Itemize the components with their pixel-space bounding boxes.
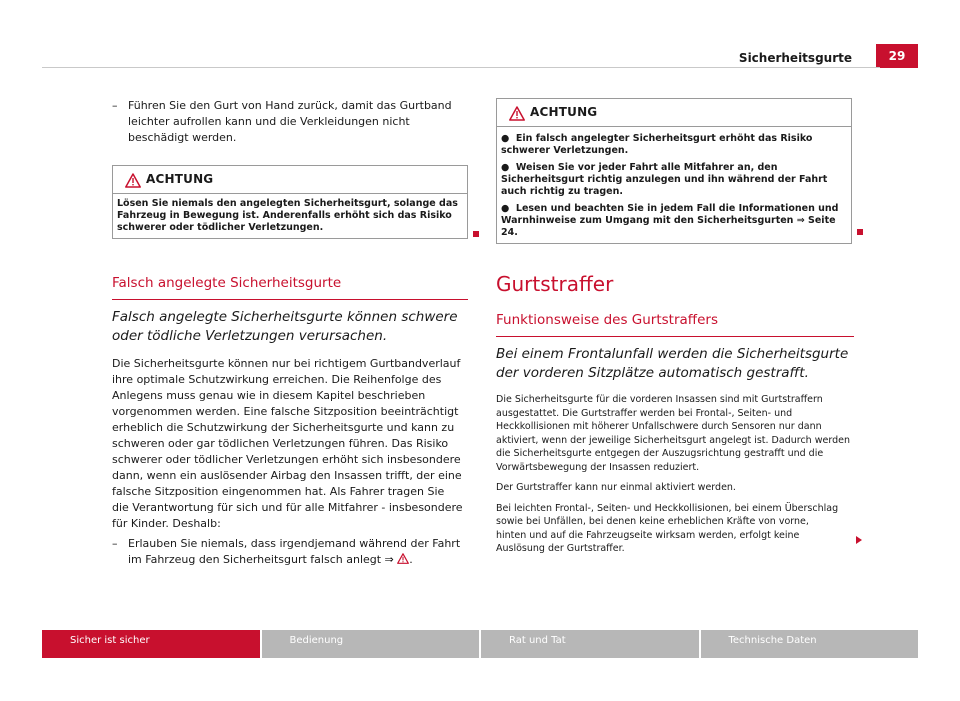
dash-bullet: – bbox=[112, 99, 118, 112]
warning-header bbox=[113, 166, 467, 194]
bullet-dot: ● bbox=[501, 203, 516, 214]
header-rule bbox=[42, 67, 880, 68]
bullet-dot: ● bbox=[501, 162, 516, 173]
section-intro: Falsch angelegte Sicherheitsgurte können schwere oder tödliche Verletzungen verursachen. bbox=[112, 309, 458, 344]
dash-bullet: – bbox=[112, 537, 118, 550]
sentence-period: . bbox=[409, 553, 413, 566]
warning-header bbox=[497, 99, 851, 127]
dash-list-item bbox=[112, 98, 464, 146]
body-paragraph: Der Gurtstraffer kann nur einmal aktiviert werden. bbox=[496, 482, 736, 493]
footer-tab-bedienung[interactable]: Bedienung bbox=[262, 630, 480, 658]
left-column bbox=[112, 98, 468, 568]
chapter-heading: Gurtstraffer bbox=[496, 272, 614, 296]
warning-reference-icon[interactable] bbox=[397, 553, 409, 564]
warning-bullet: ● Ein falsch angelegter Sicherheitsgurt erhöht das Risiko schwerer Verletzungen. bbox=[501, 133, 813, 156]
dash-item-text: Führen Sie den Gurt von Hand zurück, damit das Gurtband leichter aufrollen kann und die Verkleidungen nicht beschädigt werden. bbox=[128, 99, 452, 144]
running-header-title: Sicherheitsgurte bbox=[738, 51, 852, 65]
section-end-marker bbox=[857, 229, 863, 235]
warning-box bbox=[496, 98, 852, 244]
section-heading: Funktionsweise des Gurtstraffers bbox=[496, 312, 854, 337]
dash-list-item bbox=[112, 536, 464, 568]
warning-text: Lösen Sie niemals den angelegten Sicherheitsgurt, solange das Fahrzeug in Bewegung ist. Anderenfalls erhöht sich das Risiko schwerer oder tödlicher Verletzungen. bbox=[117, 198, 458, 233]
body-paragraph: Die Sicherheitsgurte können nur bei richtigem Gurtbandverlauf ihre optimale Schutzwirkung erreichen. Die Reihenfolge des Anlegens muss genau wie in diesem Kapitel beschrieben vorgenommen werden. Eine falsche Sitzposition beeinträchtigt erheblich die Schutzwirkung der Sicherheitsgurte und kann zu schweren oder gar tödlichen Verletzungen führen. Das Risiko schwerer oder tödlicher Verletzungen erhöht sich insbesondere dann, wenn ein auslösender Airbag den Insassen trifft, der eine falsche Sitzposition eingenommen hat. Als Fahrer tragen Sie die Verantwortung für sich und für alle Mitfahrer - insbesondere für Kinder. Deshalb: bbox=[112, 357, 463, 530]
section-end-marker bbox=[473, 231, 479, 237]
warning-triangle-icon bbox=[509, 106, 525, 121]
warning-body bbox=[497, 127, 851, 243]
warning-triangle-icon bbox=[125, 173, 141, 188]
continue-arrow-icon bbox=[856, 536, 862, 544]
warning-title: ACHTUNG bbox=[146, 172, 214, 186]
body-paragraph: Bei leichten Frontal-, Seiten- und Heckkollisionen, bei einem Überschlag sowie bei Unfällen, bei denen keine erheblichen Kräfte von vorne, hinten und auf die Fahrzeugseite wirksam werden, erfolgt keine Auslösung der Gurtstraffer. bbox=[496, 502, 839, 554]
section-intro: Bei einem Frontalunfall werden die Sicherheitsgurte der vorderen Sitzplätze automatisch gestrafft. bbox=[496, 346, 849, 381]
page-number-badge: 29 bbox=[876, 44, 918, 68]
right-column bbox=[496, 98, 854, 556]
bullet-dot: ● bbox=[501, 133, 516, 144]
warning-body bbox=[113, 194, 467, 238]
section-heading: Falsch angelegte Sicherheitsgurte bbox=[112, 275, 468, 300]
footer-tab-sicher-ist-sicher[interactable]: Sicher ist sicher bbox=[42, 630, 260, 658]
warning-bullet: ● Lesen und beachten Sie in jedem Fall die Informationen und Warnhinweise zum Umgang mit den Sicherheitsgurten ⇒ Seite 24. bbox=[501, 203, 839, 238]
warning-box bbox=[112, 165, 468, 239]
warning-title: ACHTUNG bbox=[530, 105, 598, 119]
body-paragraph: Die Sicherheitsgurte für die vorderen Insassen sind mit Gurtstraffern ausgestattet. Die Gurtstraffer werden bei Frontal-, Seiten- und Heckkollisionen mit höherer Unfallschwere durch Sensoren nur dann aktiviert, wenn der jeweilige Sicherheitsgurt angelegt ist. Dadurch werden die Sicherheitsgurte entgegen der Auszugsrichtung gestrafft und die Vorwärtsbewegung der Insassen reduziert. bbox=[496, 394, 850, 473]
footer-nav bbox=[42, 630, 918, 658]
warning-bullet: ● Weisen Sie vor jeder Fahrt alle Mitfahrer an, den Sicherheitsgurt richtig anzulegen und ihn während der Fahrt auch richtig zu tragen. bbox=[501, 162, 828, 197]
dash-item-text: Erlauben Sie niemals, dass irgendjemand während der Fahrt im Fahrzeug den Sicherheitsgurt falsch anlegt ⇒ bbox=[128, 537, 461, 566]
footer-tab-technische-daten[interactable]: Technische Daten bbox=[701, 630, 919, 658]
footer-tab-rat-und-tat[interactable]: Rat und Tat bbox=[481, 630, 699, 658]
